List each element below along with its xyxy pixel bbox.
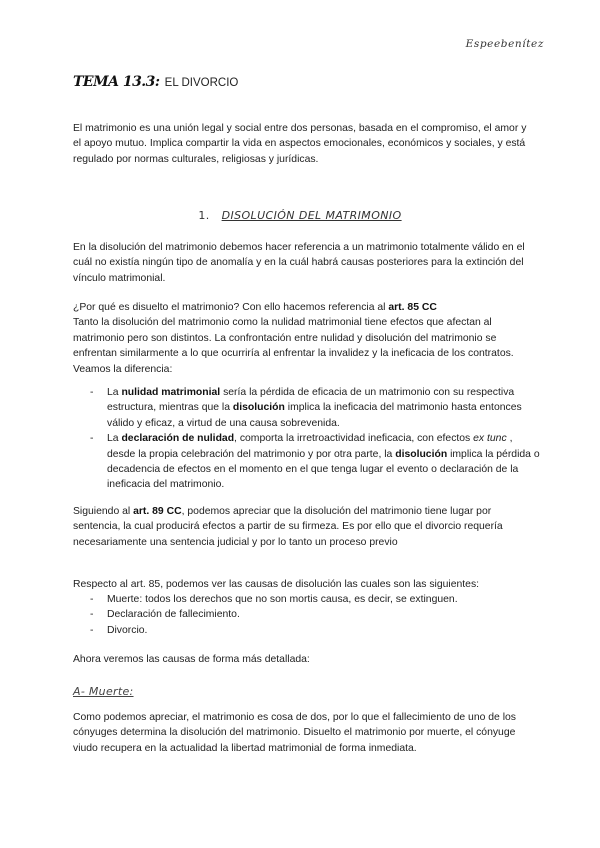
title-tema: TEMA 13.3:	[73, 74, 160, 90]
art85-reference: art. 85 CC	[388, 302, 437, 313]
document-title	[73, 74, 238, 90]
list-item: - Declaración de fallecimiento.	[73, 607, 543, 622]
paragraph-art85	[73, 300, 533, 377]
differences-list	[73, 385, 543, 493]
art89-reference: art. 89 CC	[133, 506, 182, 517]
section-heading	[0, 209, 600, 222]
paragraph-detail: Ahora veremos las causas de forma más detallada:	[73, 654, 310, 665]
paragraph-disolucion: En la disolución del matrimonio debemos hacer referencia a un matrimonio totalmente válido en el cuál no existía ningún tipo de anomalía y en la cuál habrá causas posteriores para la extinción del vínculo matrimonial.	[73, 242, 525, 284]
paragraph-muerte: Como podemos apreciar, el matrimonio es cosa de dos, por lo que el fallecimiento de uno de los cónyuges determina la disolución del matrimonio. Disuelto el matrimonio por muerte, el cónyuge viudo recupera en la actualidad la libertad matrimonial de forma inmediata.	[73, 712, 517, 754]
paragraph-causes-intro: Respecto al art. 85, podemos ver las causas de disolución las cuales son las siguientes:	[73, 579, 480, 590]
author-signature: Espeebenítez	[465, 38, 544, 50]
list-item: - Divorcio.	[73, 623, 543, 638]
list-item: - Muerte: todos los derechos que no son mortis causa, es decir, se extinguen.	[73, 592, 543, 607]
title-subtitle: EL DIVORCIO	[164, 77, 239, 89]
intro-paragraph: El matrimonio es una unión legal y social entre dos personas, basada en el compromiso, el amor y el apoyo mutuo. Implica compartir la vida en aspectos emocionales, económicos y sociales, y está regulado por normas culturales, religiosas y jurídicas.	[73, 123, 527, 165]
list-item: - La nulidad matrimonial sería la pérdida de eficacia de un matrimonio con su respectiva estructura, mientras que la disolución implica la ineficacia del matrimonio hasta entonces válido y eficaz, a virtud de una causa sobrevenida.	[73, 385, 543, 431]
art85-question: ¿Por qué es disuelto el matrimonio? Con ello hacemos referencia al	[73, 302, 386, 313]
subsection-heading-muerte: A- Muerte:	[73, 685, 134, 698]
art85-body: Tanto la disolución del matrimonio como la nulidad matrimonial tiene efectos que afectan al matrimonio pero son distintos. La confrontación entre nulidad y disolución del matrimonio se enfrentan similarmente a lo que ocurriría al enfrentar la invalidez y la ineficacia de los contratos. Veamos la diferencia:	[73, 317, 514, 375]
section-number: 1.	[198, 209, 210, 222]
causes-list	[73, 592, 543, 638]
list-item: - La declaración de nulidad, comporta la irretroactividad ineficacia, con efectos ex tunc , desde la propia celebración del matrimonio y por otra parte, la disolución implica la pérdida o decadencia de efectos en el momento en el que tenga lugar el evento o declaración de la ineficacia del matrimonio.	[73, 431, 543, 493]
section-title: DISOLUCIÓN DEL MATRIMONIO	[221, 209, 402, 222]
paragraph-art89: Siguiendo al art. 89 CC, podemos apreciar que la disolución del matrimonio tiene lugar por sentencia, la cual producirá efectos a partir de su firmeza. Es por ello que el divorcio requería necesariamente una sentencia judicial y por lo tanto un proceso previo	[73, 506, 503, 548]
